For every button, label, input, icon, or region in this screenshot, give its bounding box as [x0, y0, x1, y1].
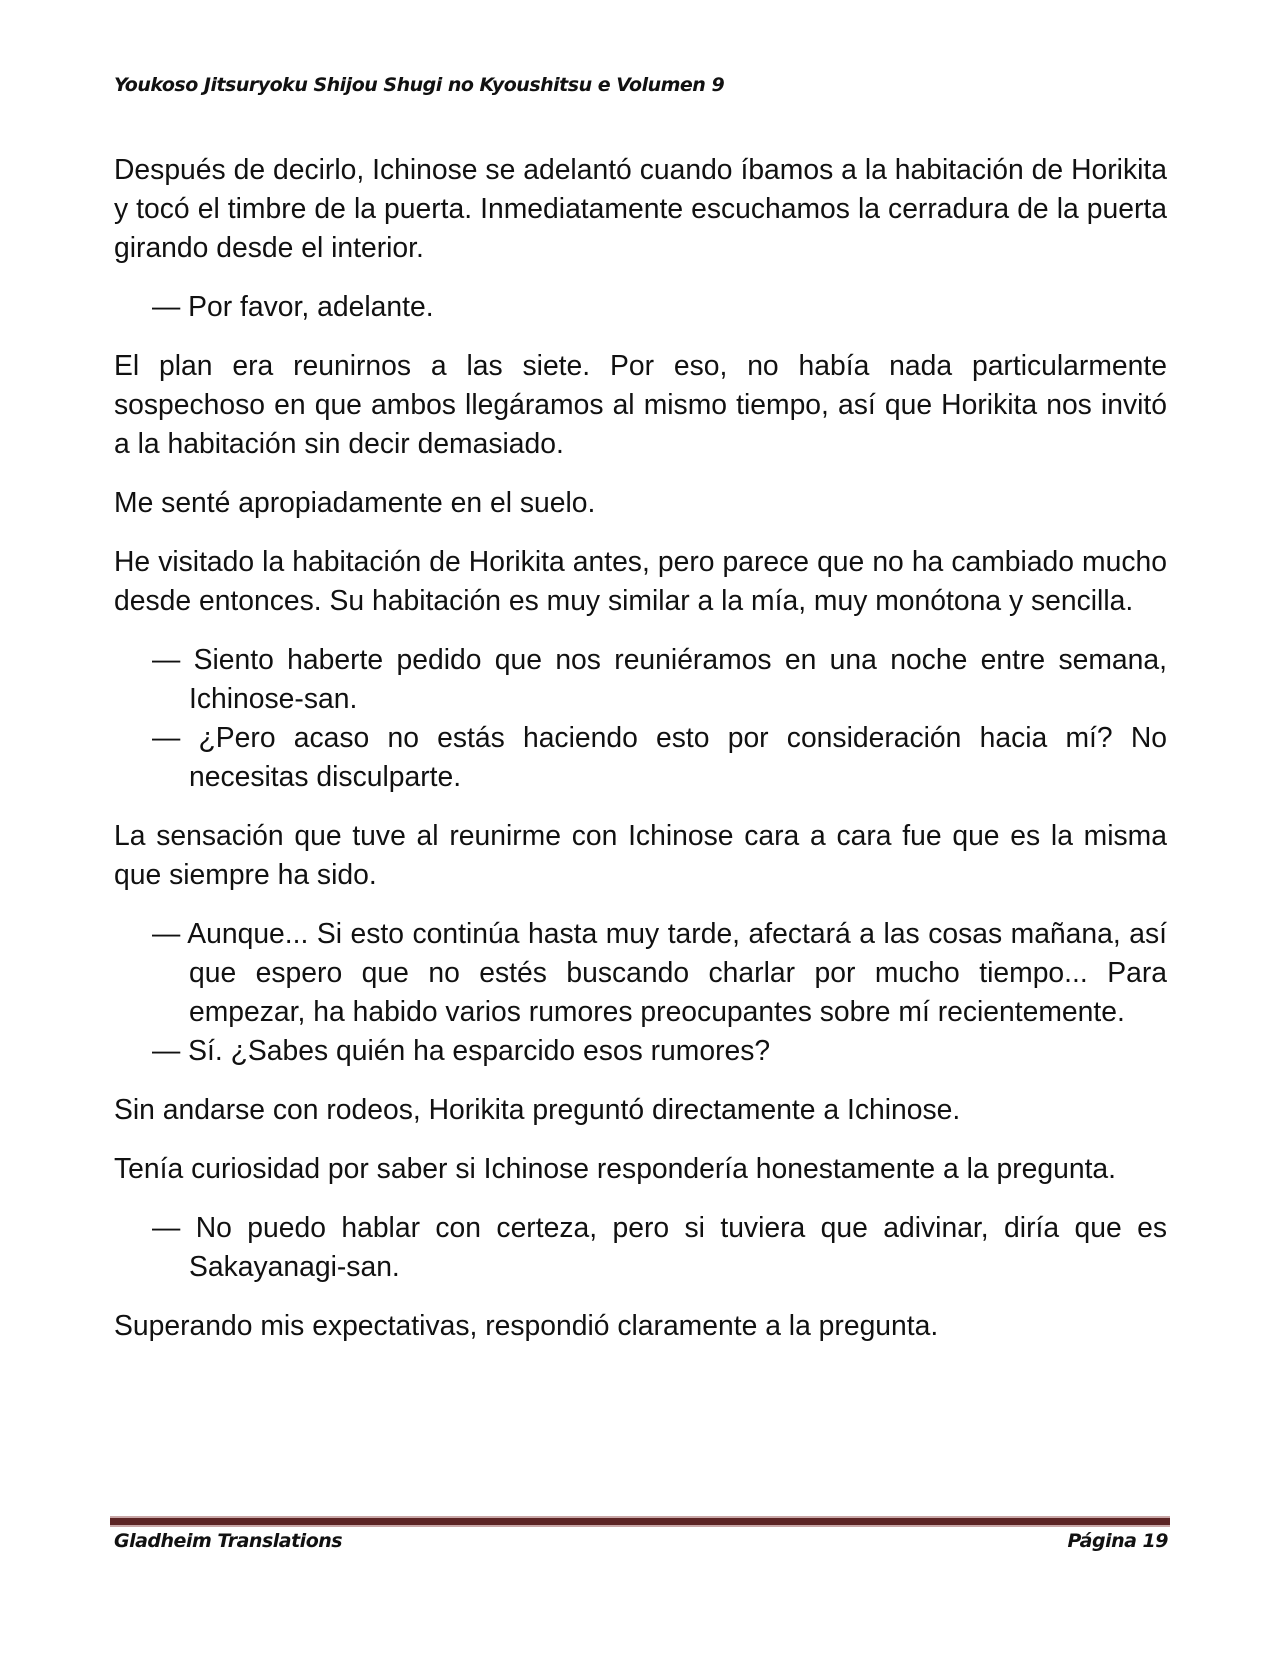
paragraph: Sin andarse con rodeos, Horikita preguntó directamente a Ichinose. [114, 1093, 961, 1125]
paragraph: La sensación que tuve al reunirme con Ichinose cara a cara fue que es la misma que siempre ha sido. [114, 819, 1167, 890]
dialogue-line: — No puedo hablar con certeza, pero si tuviera que adivinar, diría que es Sakayanagi-san. [152, 1211, 1167, 1282]
dialogue-group [114, 914, 1167, 1070]
paragraph: El plan era reunirnos a las siete. Por eso, no había nada particularmente sospechoso en que ambos llegáramos al mismo tiempo, así que Horikita nos invitó a la habitación sin decir demasiado. [114, 349, 1167, 459]
page-body [114, 150, 1167, 1365]
dialogue-group [114, 287, 1167, 326]
dialogue-line: — Siento haberte pedido que nos reuniéramos en una noche entre semana, Ichinose-san. [152, 643, 1167, 714]
paragraph: Después de decirlo, Ichinose se adelantó cuando íbamos a la habitación de Horikita y tocó el timbre de la puerta. Inmediatamente escuchamos la cerradura de la puerta girando desde el interior. [114, 153, 1167, 263]
paragraph: Tenía curiosidad por saber si Ichinose respondería honestamente a la pregunta. [114, 1152, 1117, 1184]
paragraph: Superando mis expectativas, respondió claramente a la pregunta. [114, 1309, 939, 1341]
paragraph: He visitado la habitación de Horikita antes, pero parece que no ha cambiado mucho desde entonces. Su habitación es muy similar a la mía, muy monótona y sencilla. [114, 545, 1167, 616]
dialogue-group [114, 1208, 1167, 1286]
paragraph: Me senté apropiadamente en el suelo. [114, 486, 596, 518]
dialogue-group [114, 640, 1167, 796]
running-header: Youkoso Jitsuryoku Shijou Shugi no Kyoushitsu e Volumen 9 [114, 74, 725, 96]
dialogue-line: — Sí. ¿Sabes quién ha esparcido esos rumores? [152, 1034, 771, 1066]
page-number: Página 19 [1067, 1530, 1168, 1552]
dialogue-line: — ¿Pero acaso no estás haciendo esto por consideración hacia mí? No necesitas disculparte. [152, 721, 1167, 792]
dialogue-line: — Por favor, adelante. [152, 290, 434, 322]
footer-credit: Gladheim Translations [114, 1530, 343, 1552]
dialogue-line: — Aunque... Si esto continúa hasta muy tarde, afectará a las cosas mañana, así que espero que no estés buscando charlar por mucho tiempo... Para empezar, ha habido varios rumores preocupantes sobre mí recientemente. [152, 917, 1167, 1027]
footer-rule [110, 1516, 1170, 1527]
